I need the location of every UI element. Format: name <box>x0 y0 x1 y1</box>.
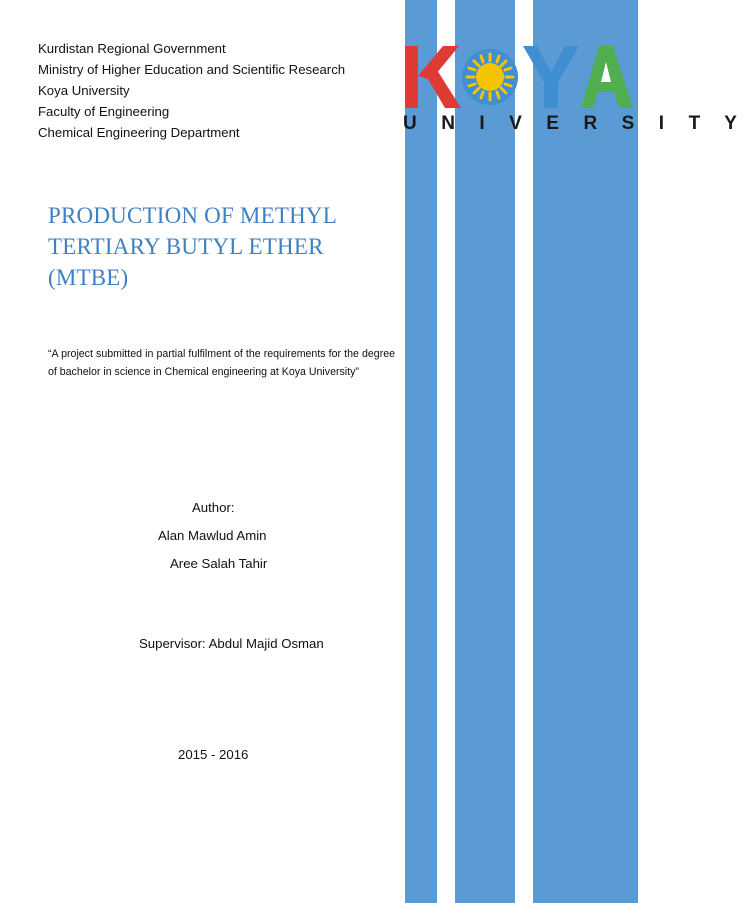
academic-year: 2015 - 2016 <box>178 747 249 762</box>
author-name: Aree Salah Tahir <box>170 556 268 571</box>
institution-department: Chemical Engineering Department <box>38 125 240 140</box>
institution-government: Kurdistan Regional Government <box>38 41 226 56</box>
title-line: TERTIARY BUTYL ETHER <box>48 234 324 259</box>
institution-faculty: Faculty of Engineering <box>38 104 170 119</box>
logo-letter-k <box>405 46 461 108</box>
supervisor: Supervisor: Abdul Majid Osman <box>139 636 324 651</box>
logo-sun-icon <box>462 49 518 105</box>
document-title <box>48 200 388 293</box>
logo-subtitle: U N I V E R S I T Y <box>403 113 747 134</box>
institution-ministry: Ministry of Higher Education and Scientific Research <box>38 62 346 77</box>
koya-university-logo <box>401 42 747 142</box>
institution-university: Koya University <box>38 83 130 98</box>
title-line: (MTBE) <box>48 265 129 290</box>
institution-header <box>38 38 345 143</box>
project-statement: “A project submitted in partial fulfilment of the requirements for the degree of bachelor in science in Chemical engineering at Koya University” <box>48 348 395 378</box>
logo-letter-y <box>523 46 579 108</box>
title-line: PRODUCTION OF METHYL <box>48 203 337 228</box>
author-name: Alan Mawlud Amin <box>158 528 267 543</box>
author-label: Author: <box>192 500 235 515</box>
koya-logo-mark <box>401 42 633 110</box>
